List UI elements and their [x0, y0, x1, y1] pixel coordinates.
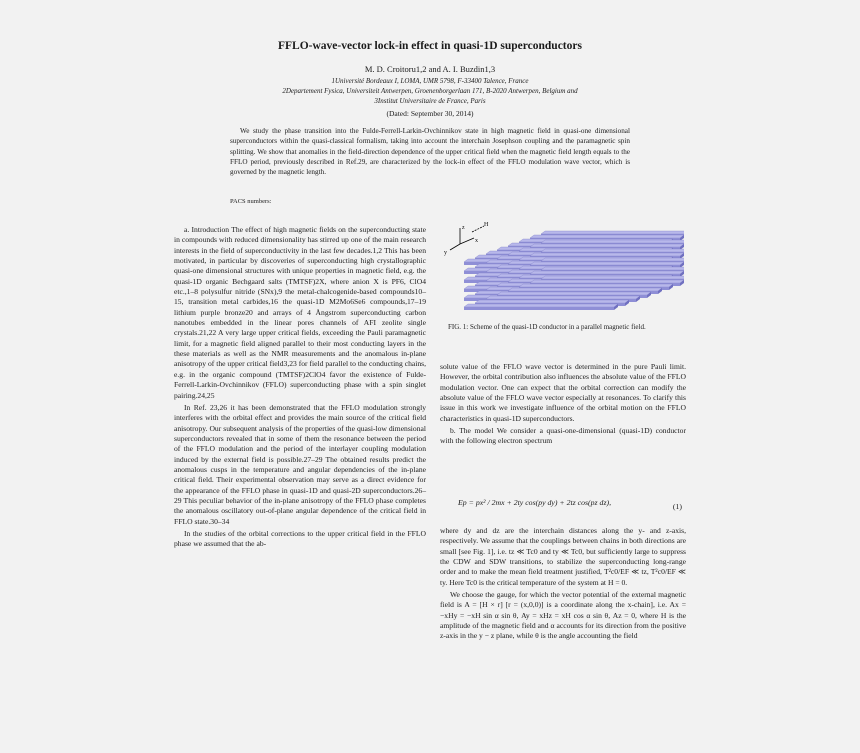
- chain-top: [508, 288, 662, 291]
- axes-icon: [444, 222, 489, 256]
- axis-label-x: x: [475, 238, 478, 244]
- chain-top: [541, 249, 684, 252]
- chain-top: [530, 280, 684, 283]
- left-column: [174, 225, 426, 552]
- date-line: (Dated: September 30, 2014): [386, 109, 474, 118]
- figure-caption: FIG. 1: Scheme of the quasi-1D conductor in a parallel magnetic field.: [448, 323, 646, 331]
- chain-top: [475, 300, 629, 303]
- chain-top: [541, 231, 684, 234]
- chain-top: [541, 240, 684, 243]
- affiliation-3: 3Institut Universitaire de France, Paris: [374, 97, 486, 105]
- chain-top: [541, 267, 684, 270]
- chain-top: [530, 262, 684, 265]
- paper-page: [168, 24, 692, 753]
- axis-label-z: z: [462, 225, 465, 231]
- axis-label-y: y: [444, 250, 447, 256]
- chain-top: [497, 292, 651, 295]
- affiliation-2: 2Departement Fysica, Universiteit Antwerpen, Groenenborgerlaan 171, B-2020 Antwerpen, Belgium and: [282, 87, 578, 95]
- chain-top: [530, 271, 684, 274]
- right-column-lower: [440, 526, 686, 644]
- chain-top: [530, 253, 684, 256]
- paragraph-gauge: We choose the gauge, for which the vector potential of the external magnetic field is A = [H × r] [r = (x,0,0)] is a coordinate along the x-chain], i.e. Ax = −xHy = −xH sin α sin θ, Ay = xHz = xH cos α sin θ, Az = 0, where H is the amplitude of the magnetic field and α accounts for its direction from the positive z-axis in the y − z plane, while θ is the angle accounting the field: [440, 590, 686, 641]
- paragraph-couplings: where dy and dz are the interchain distances along the y- and z-axis, respectively. We assume that the couplings between chains in both directions are small [see Fig. 1], i.e. tz ≪ Tc0 and ty ≪ Tc0, but sufficiently large to suppress the CDW and SDW transitions, to stabilize the superconducting long-range order and to make the mean field treatment justified, T²c0/EF ≪ tz, T²c0/EF ≪ ty. Here Tc0 is the critical temperature of the system at H = 0.: [440, 526, 686, 587]
- figure-quasi-1d-conductor: [444, 220, 684, 320]
- paragraph-model: b. The model We consider a quasi-one-dimensional (quasi-1D) conductor with the following electron spectrum: [440, 426, 686, 446]
- equation-number: (1): [672, 502, 682, 511]
- paragraph-orbital-corrections: In the studies of the orbital corrections to the upper critical field in the FFLO phase we assumed that the ab-: [174, 528, 426, 549]
- paragraph-ref-23-26: In Ref. 23,26 it has been demonstrated that the FFLO modulation strongly interferes with the orbital effect and provides the main source of the critical field anisotropy. Our subsequent analysis of the properties of the quasi-low dimensional superconductors revealed that in some of them the resonance between the period of the FFLO modulation and the period of the interlayer coupling modulation induced by the external field is possible.27–29 The obtained results predict the anomalous cusps in the temperature and angular dependencies of the in-plane critical field. Their experimental observation may serve as a direct evidence for the appearance of the FFLO phase in quasi-1D and quasi-2D superconductors.26–29 This peculiar behavior of the in-plane anisotropy of the FFLO phase completes the anomalous oscillatory out-of-plane angular dependence of the critical field in FFLO state.30–34: [174, 402, 426, 526]
- equation-body: Ep = px² / 2mx + 2ty cos(py dy) + 2tz cos(pz dz),: [458, 498, 612, 507]
- axis-label-h: H: [484, 222, 489, 228]
- abstract: We study the phase transition into the Fulde-Ferrell-Larkin-Ovchinnikov state in high magnetic field in quasi-one dimensional superconductors within the quasi-classical formalism, taking into account the interchain Josephson coupling and the paramagnetic spin splitting. We show that anomalies in the field-direction dependence of the upper critical field when the magnetic field length equals to the FFLO period, previously described in Ref.29, are characterized by the lock-in effect of the FFLO modulation wave vector, which is governed by the magnetic length.: [230, 127, 630, 177]
- paragraph-introduction: a. Introduction The effect of high magnetic fields on the superconducting state in compounds with reduced dimensionality has stirred up one of the main research interests in the field of superconductivity in the last few decades.1,2 This has been motivated, in particular by discoveries of superconducting high crystallographic quasi-one dimensional structures with unique properties in magnetic field, e.g. the quasi-1D organic Bechgaard salts (TMTSF)2X, where anion X is PF6, ClO4 etc.,1–8 polysulfur nitride (SNx),9 the metal-chalcogenide-based compounds10–15, transition metal carbides,16 the quasi-1D M2Mo6Se6 compounds,17–19 lithium purple bronze20 and arrays of 4 Ångstrom superconducting carbon nanotubes embedded in the linear pores channels of AFI zeolite single crystals.21,22 A very large upper critical fields, exceeding the Pauli paramagnetic limit, for a magnetic field aligned parallel to their most conducting layers in the these materials as well as the NMR measurements and the anomalous in-plane anisotropy of the upper critical field3,23 for field parallel to the conducting chains, e.g. in the organic compound (TMTSF)2ClO4 favor the existence of Fulde-Ferrell-Larkin-Ovchinnikov (FFLO) superconducting phase with a spin singlet pairing.24,25: [174, 225, 426, 400]
- paragraph-solute-value: solute value of the FFLO wave vector is determined in the pure Pauli limit. However, the orbital contribution also influences the absolute value of the FFLO modulation vector. One can expect that the orbital correction can modify the absolute value of the FFLO wave vector especially at resonances. To clarify this issue in this work we investigate influence of the orbital motion on the FFLO characteristics in quasi-1D superconductors.: [440, 362, 686, 423]
- chain-top: [530, 244, 684, 247]
- conducting-chains: [464, 231, 684, 310]
- chain-side: [464, 307, 614, 310]
- chain-top: [486, 296, 640, 299]
- chain-top: [541, 258, 684, 261]
- equation-1: [448, 494, 684, 520]
- chain-top: [464, 304, 618, 307]
- author-list: M. D. Croitoru1,2 and A. I. Buzdin1,3: [364, 64, 496, 74]
- chain-top: [530, 235, 684, 238]
- chain-top: [519, 284, 673, 287]
- paper-title: FFLO-wave-vector lock-in effect in quasi-1D superconductors: [278, 40, 582, 52]
- pacs-numbers: PACS numbers:: [230, 198, 272, 205]
- chain-top: [541, 276, 684, 279]
- right-column: [440, 362, 686, 449]
- affiliation-1: 1Université Bordeaux I, LOMA, UMR 5798, F-33400 Talence, France: [331, 77, 529, 85]
